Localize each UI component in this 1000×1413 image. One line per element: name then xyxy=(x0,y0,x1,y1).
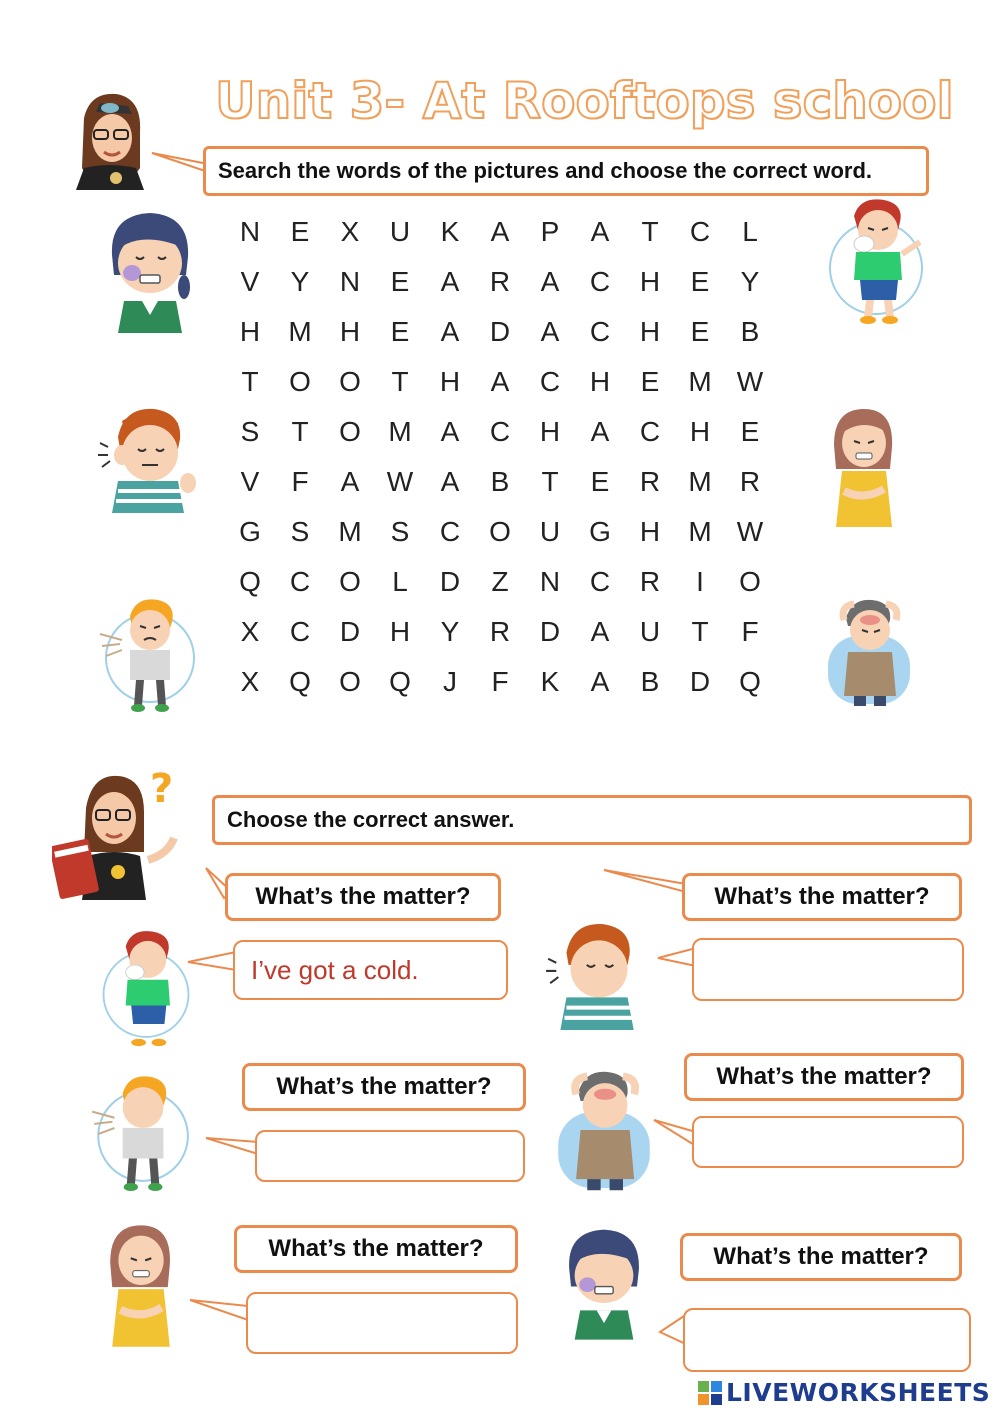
grid-letter[interactable]: Q xyxy=(389,666,411,697)
grid-letter[interactable]: L xyxy=(742,216,758,247)
grid-letter[interactable]: W xyxy=(736,516,764,547)
grid-row xyxy=(225,457,775,507)
grid-letter[interactable]: D xyxy=(489,316,511,347)
grid-letter[interactable]: H xyxy=(239,316,261,347)
grid-letter[interactable]: G xyxy=(239,516,261,547)
grid-letter[interactable]: J xyxy=(443,666,457,697)
grid-row xyxy=(225,657,775,707)
answer-box-4[interactable] xyxy=(692,1116,964,1168)
grid-letter[interactable]: F xyxy=(291,466,309,497)
grid-letter[interactable]: R xyxy=(489,266,511,297)
question-bubble-4: What’s the matter? xyxy=(684,1053,964,1101)
answer-box-1[interactable] xyxy=(233,940,508,1000)
answer-text-1: I’ve got a cold. xyxy=(251,954,419,985)
grid-row xyxy=(225,507,775,557)
grid-letter[interactable]: C xyxy=(539,366,561,397)
cold-boy-icon xyxy=(824,196,928,326)
grid-letter[interactable]: N xyxy=(339,266,361,297)
cough-boy-icon xyxy=(92,596,202,714)
grid-letter[interactable]: Q xyxy=(289,666,311,697)
grid-letter[interactable]: A xyxy=(440,316,460,347)
grid-letter[interactable]: M xyxy=(388,416,412,447)
grid-letter[interactable]: N xyxy=(539,566,561,597)
grid-letter[interactable]: A xyxy=(490,366,510,397)
grid-letter[interactable]: W xyxy=(386,466,414,497)
grid-letter[interactable]: R xyxy=(639,466,661,497)
grid-letter[interactable]: X xyxy=(240,666,260,697)
grid-letter[interactable]: O xyxy=(489,516,511,547)
grid-letter[interactable]: K xyxy=(540,666,560,697)
grid-letter[interactable]: Y xyxy=(440,616,460,647)
grid-letter[interactable]: T xyxy=(291,416,309,447)
grid-letter[interactable]: M xyxy=(688,516,712,547)
grid-letter[interactable]: Q xyxy=(239,566,261,597)
grid-letter[interactable]: A xyxy=(590,416,610,447)
grid-row xyxy=(225,257,775,307)
grid-letter[interactable]: C xyxy=(439,516,461,547)
grid-letter[interactable]: C xyxy=(289,616,311,647)
grid-letter[interactable]: E xyxy=(690,316,710,347)
grid-letter[interactable]: H xyxy=(639,316,661,347)
answer-box-2[interactable] xyxy=(692,938,964,1001)
grid-letter[interactable]: Y xyxy=(290,266,310,297)
grid-letter[interactable]: U xyxy=(389,216,411,247)
grid-letter[interactable]: A xyxy=(440,266,460,297)
grid-letter[interactable]: T xyxy=(541,466,559,497)
grid-letter[interactable]: C xyxy=(489,416,511,447)
toothache-girl-icon xyxy=(102,205,198,333)
grid-letter[interactable]: E xyxy=(740,416,760,447)
answer-input-6[interactable] xyxy=(701,1309,969,1371)
grid-row xyxy=(225,307,775,357)
grid-letter[interactable]: M xyxy=(688,366,712,397)
grid-letter[interactable]: H xyxy=(639,266,661,297)
grid-letter[interactable]: D xyxy=(689,666,711,697)
grid-letter[interactable]: C xyxy=(289,566,311,597)
grid-letter[interactable]: H xyxy=(389,616,411,647)
speech-pointer-icon xyxy=(150,150,210,180)
liveworksheets-logo-text: LIVEWORKSHEETS xyxy=(726,1378,991,1407)
grid-letter[interactable]: C xyxy=(689,216,711,247)
liveworksheets-logo xyxy=(698,1378,990,1407)
grid-letter[interactable]: F xyxy=(741,616,759,647)
answer-box-3[interactable] xyxy=(255,1130,525,1182)
answer-input-3[interactable] xyxy=(273,1131,523,1181)
grid-letter[interactable]: D xyxy=(439,566,461,597)
grid-letter[interactable]: A xyxy=(440,416,460,447)
grid-letter[interactable]: Z xyxy=(491,566,509,597)
instruction-choose: Choose the correct answer. xyxy=(227,807,515,832)
grid-letter[interactable]: O xyxy=(339,366,361,397)
toothache-girl-icon xyxy=(560,1222,648,1340)
speech-pointer-icon xyxy=(602,866,688,894)
grid-letter[interactable]: E xyxy=(390,266,410,297)
teacher-question-icon xyxy=(52,768,184,900)
grid-letter[interactable]: Q xyxy=(739,666,761,697)
grid-letter[interactable]: A xyxy=(590,216,610,247)
speech-pointer-icon xyxy=(204,1134,260,1156)
grid-letter[interactable]: D xyxy=(339,616,361,647)
svg-text:?: ? xyxy=(150,768,174,812)
grid-letter[interactable]: R xyxy=(639,566,661,597)
grid-letter[interactable]: H xyxy=(639,516,661,547)
question-bubble-5: What’s the matter? xyxy=(234,1225,518,1273)
grid-letter[interactable]: H xyxy=(689,416,711,447)
headache-man-icon xyxy=(556,1066,652,1194)
question-bubble-6: What’s the matter? xyxy=(680,1233,962,1281)
grid-letter[interactable]: H xyxy=(589,366,611,397)
question-bubble-2: What’s the matter? xyxy=(682,873,962,921)
grid-letter[interactable]: M xyxy=(288,316,312,347)
grid-letter[interactable]: Y xyxy=(740,266,760,297)
instruction-search: Search the words of the pictures and choose the correct word. xyxy=(218,158,873,183)
grid-letter[interactable]: X xyxy=(240,616,260,647)
grid-letter[interactable]: C xyxy=(589,316,611,347)
grid-letter[interactable]: O xyxy=(339,416,361,447)
grid-letter[interactable]: R xyxy=(489,616,511,647)
grid-letter[interactable]: A xyxy=(540,316,560,347)
worksheet-title: Unit 3- At Rooftops school xyxy=(215,72,954,130)
answer-input-2[interactable] xyxy=(710,939,962,1000)
grid-letter[interactable]: C xyxy=(589,566,611,597)
word-search-grid xyxy=(225,207,775,707)
grid-letter[interactable]: P xyxy=(540,216,560,247)
grid-letter[interactable]: E xyxy=(590,466,610,497)
instruction-box-choose xyxy=(212,795,972,845)
grid-row xyxy=(225,607,775,657)
grid-letter[interactable]: E xyxy=(690,266,710,297)
grid-letter[interactable]: T xyxy=(641,216,659,247)
grid-letter[interactable]: M xyxy=(338,516,362,547)
grid-letter[interactable]: O xyxy=(339,566,361,597)
question-bubble-1: What’s the matter? xyxy=(225,873,501,921)
grid-letter[interactable]: A xyxy=(440,466,460,497)
grid-letter[interactable]: V xyxy=(240,266,260,297)
grid-letter[interactable]: T xyxy=(391,366,409,397)
grid-letter[interactable]: V xyxy=(240,466,260,497)
grid-letter[interactable]: E xyxy=(390,316,410,347)
instruction-box-search xyxy=(203,146,929,196)
answer-box-5[interactable] xyxy=(246,1292,518,1354)
cold-boy-icon xyxy=(98,928,194,1048)
grid-row xyxy=(225,357,775,407)
grid-letter[interactable]: A xyxy=(540,266,560,297)
grid-letter[interactable]: A xyxy=(340,466,360,497)
teacher-avatar-icon xyxy=(70,88,152,190)
grid-letter[interactable]: R xyxy=(739,466,761,497)
answer-input-4[interactable] xyxy=(710,1117,962,1167)
grid-letter[interactable]: B xyxy=(640,666,660,697)
answer-input-5[interactable] xyxy=(264,1293,516,1353)
grid-letter[interactable]: L xyxy=(392,566,408,597)
grid-letter[interactable]: U xyxy=(539,516,561,547)
stomachache-girl-icon xyxy=(104,1220,176,1348)
grid-letter[interactable]: T xyxy=(241,366,259,397)
earache-boy-icon xyxy=(540,918,652,1030)
grid-letter[interactable]: T xyxy=(691,616,709,647)
grid-letter[interactable]: D xyxy=(539,616,561,647)
grid-letter[interactable]: N xyxy=(239,216,261,247)
grid-letter[interactable]: S xyxy=(290,516,310,547)
grid-letter[interactable]: B xyxy=(740,316,760,347)
grid-letter[interactable]: A xyxy=(590,666,610,697)
grid-letter[interactable]: G xyxy=(589,516,611,547)
speech-pointer-icon xyxy=(186,950,238,972)
grid-letter[interactable]: H xyxy=(339,316,361,347)
stomachache-girl-icon xyxy=(828,405,898,527)
grid-letter[interactable]: M xyxy=(688,466,712,497)
headache-man-icon xyxy=(826,596,912,708)
grid-letter[interactable]: C xyxy=(639,416,661,447)
grid-letter[interactable]: O xyxy=(289,366,311,397)
earache-boy-icon xyxy=(92,403,202,513)
answer-box-6[interactable] xyxy=(683,1308,971,1372)
grid-letter[interactable]: O xyxy=(339,666,361,697)
grid-letter[interactable]: A xyxy=(490,216,510,247)
grid-letter[interactable]: U xyxy=(639,616,661,647)
grid-letter[interactable]: K xyxy=(440,216,460,247)
grid-letter[interactable]: B xyxy=(490,466,510,497)
liveworksheets-logo-icon xyxy=(698,1381,722,1405)
grid-letter[interactable]: H xyxy=(539,416,561,447)
grid-letter[interactable]: S xyxy=(240,416,260,447)
cough-boy-icon xyxy=(84,1072,196,1194)
grid-row xyxy=(225,407,775,457)
grid-letter[interactable]: W xyxy=(736,366,764,397)
speech-pointer-icon xyxy=(188,1298,250,1322)
grid-letter[interactable]: O xyxy=(739,566,761,597)
grid-letter[interactable]: H xyxy=(439,366,461,397)
grid-letter[interactable]: S xyxy=(390,516,410,547)
grid-letter[interactable]: C xyxy=(589,266,611,297)
grid-letter[interactable]: F xyxy=(491,666,509,697)
question-bubble-3: What’s the matter? xyxy=(242,1063,526,1111)
grid-row xyxy=(225,207,775,257)
grid-letter[interactable]: E xyxy=(640,366,660,397)
grid-letter[interactable]: I xyxy=(696,566,704,597)
grid-letter[interactable]: E xyxy=(290,216,310,247)
grid-letter[interactable]: A xyxy=(590,616,610,647)
grid-row xyxy=(225,557,775,607)
grid-letter[interactable]: X xyxy=(340,216,360,247)
